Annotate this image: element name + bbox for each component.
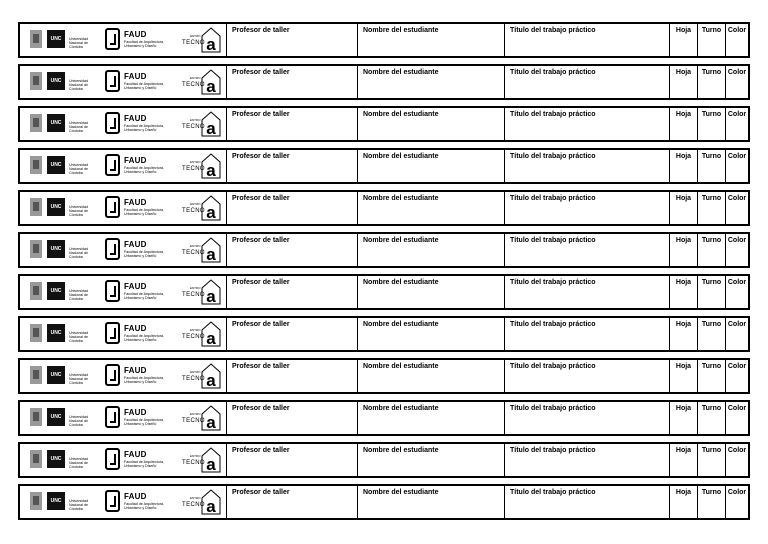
faud-logo-icon [105,196,120,218]
estudiante-label: Nombre del estudiante [363,237,439,244]
profesor-label: Profesor de taller [232,195,290,202]
profesor-field[interactable] [226,276,357,308]
logo-cell [20,486,226,518]
tecno-small-text: ENTRO [190,76,201,80]
profesor-label: Profesor de taller [232,489,290,496]
tecno-small-text: ENTRO [190,412,201,416]
faud-title: FAUD [124,450,147,459]
hoja-label: Hoja [675,153,692,160]
titulo-label: Título del trabajo práctico [510,153,596,160]
label-strip [18,442,750,478]
faud-title: FAUD [124,408,147,417]
hoja-label: Hoja [675,279,692,286]
hoja-field[interactable] [669,24,697,56]
titulo-field[interactable] [504,360,669,392]
profesor-label: Profesor de taller [232,321,290,328]
estudiante-label: Nombre del estudiante [363,69,439,76]
faud-logo-icon [105,154,120,176]
unc-name: Universidad Nacional de Córdoba [69,37,88,49]
unc-name: Universidad Nacional de Córdoba [69,79,88,91]
unc-logo: UNC [47,72,65,90]
hoja-label: Hoja [675,363,692,370]
tecno-wordmark: TECNO [182,502,205,508]
unc-shield-icon [30,492,42,510]
color-label: Color [727,195,747,202]
tecno-small-text: ENTRO [190,202,201,206]
faud-subtitle: Facultad de Arquitectura, Urbanismo y Diseño [124,502,164,510]
unc-name: Universidad Nacional de Córdoba [69,205,88,217]
faud-subtitle: Facultad de Arquitectura, Urbanismo y Diseño [124,166,164,174]
hoja-field[interactable] [669,66,697,98]
color-field[interactable] [725,444,748,476]
profesor-field[interactable] [226,150,357,182]
turno-field[interactable] [697,192,725,224]
turno-label: Turno [701,363,722,370]
unc-logo: UNC [47,450,65,468]
tecno-letter: a [206,329,216,348]
tecno-letter: a [206,203,216,222]
hoja-field[interactable] [669,276,697,308]
color-field[interactable] [725,318,748,350]
tecno-wordmark: TECNO [182,376,205,382]
color-label: Color [727,27,747,34]
tecno-letter: a [206,455,216,474]
tecno-small-text: ENTRO [190,34,201,38]
titulo-field[interactable] [504,24,669,56]
faud-logo-icon [105,280,120,302]
profesor-field[interactable] [226,234,357,266]
logo-cell [20,276,226,308]
unc-name: Universidad Nacional de Córdoba [69,499,88,511]
tecno-small-text: ENTRO [190,454,201,458]
turno-field[interactable] [697,486,725,518]
estudiante-field[interactable] [357,276,504,308]
color-label: Color [727,321,747,328]
faud-logo-icon [105,322,120,344]
faud-subtitle: Facultad de Arquitectura, Urbanismo y Diseño [124,124,164,132]
color-field[interactable] [725,360,748,392]
hoja-field[interactable] [669,108,697,140]
tecno-wordmark: TECNO [182,418,205,424]
estudiante-label: Nombre del estudiante [363,447,439,454]
faud-title: FAUD [124,240,147,249]
unc-shield-icon [30,30,42,48]
logo-cell [20,108,226,140]
hoja-label: Hoja [675,111,692,118]
hoja-field[interactable] [669,486,697,518]
turno-field[interactable] [697,360,725,392]
turno-label: Turno [701,195,722,202]
turno-field[interactable] [697,108,725,140]
tecno-letter: a [206,497,216,516]
tecno-small-text: ENTRO [190,160,201,164]
titulo-label: Título del trabajo práctico [510,69,596,76]
profesor-label: Profesor de taller [232,237,290,244]
color-field[interactable] [725,108,748,140]
turno-field[interactable] [697,24,725,56]
turno-label: Turno [701,447,722,454]
label-strip [18,274,750,310]
tecno-small-text: ENTRO [190,370,201,374]
color-field[interactable] [725,192,748,224]
faud-subtitle: Facultad de Arquitectura, Urbanismo y Diseño [124,292,164,300]
logo-cell [20,402,226,434]
faud-title: FAUD [124,366,147,375]
faud-subtitle: Facultad de Arquitectura, Urbanismo y Diseño [124,376,164,384]
label-strip [18,106,750,142]
hoja-label: Hoja [675,237,692,244]
logo-cell [20,192,226,224]
titulo-label: Título del trabajo práctico [510,321,596,328]
faud-title: FAUD [124,30,147,39]
tecno-letter: a [206,371,216,390]
tecno-house-icon [200,362,222,390]
profesor-label: Profesor de taller [232,111,290,118]
titulo-label: Título del trabajo práctico [510,237,596,244]
faud-logo-icon [105,70,120,92]
tecno-house-icon [200,404,222,432]
faud-logo-icon [105,112,120,134]
titulo-label: Título del trabajo práctico [510,363,596,370]
faud-logo-icon [105,28,120,50]
tecno-small-text: ENTRO [190,328,201,332]
faud-subtitle: Facultad de Arquitectura, Urbanismo y Diseño [124,418,164,426]
turno-label: Turno [701,27,722,34]
faud-title: FAUD [124,198,147,207]
faud-title: FAUD [124,72,147,81]
hoja-label: Hoja [675,489,692,496]
unc-shield-icon [30,450,42,468]
turno-field[interactable] [697,318,725,350]
profesor-label: Profesor de taller [232,27,290,34]
unc-logo: UNC [47,156,65,174]
label-strip [18,400,750,436]
color-field[interactable] [725,234,748,266]
faud-subtitle: Facultad de Arquitectura, Urbanismo y Diseño [124,460,164,468]
tecno-house-icon [200,194,222,222]
color-field[interactable] [725,24,748,56]
turno-label: Turno [701,237,722,244]
faud-title: FAUD [124,282,147,291]
label-strip [18,64,750,100]
faud-subtitle: Facultad de Arquitectura, Urbanismo y Diseño [124,208,164,216]
faud-logo-icon [105,364,120,386]
tecno-wordmark: TECNO [182,166,205,172]
unc-logo: UNC [47,114,65,132]
unc-logo: UNC [47,30,65,48]
profesor-field[interactable] [226,486,357,518]
unc-logo: UNC [47,408,65,426]
tecno-wordmark: TECNO [182,292,205,298]
tecno-wordmark: TECNO [182,460,205,466]
profesor-label: Profesor de taller [232,279,290,286]
tecno-house-icon [200,488,222,516]
unc-name: Universidad Nacional de Córdoba [69,247,88,259]
titulo-field[interactable] [504,318,669,350]
unc-logo: UNC [47,324,65,342]
unc-shield-icon [30,366,42,384]
color-label: Color [727,153,747,160]
titulo-label: Título del trabajo práctico [510,27,596,34]
color-label: Color [727,489,747,496]
tecno-house-icon [200,236,222,264]
tecno-wordmark: TECNO [182,82,205,88]
profesor-field[interactable] [226,24,357,56]
tecno-wordmark: TECNO [182,124,205,130]
color-label: Color [727,111,747,118]
estudiante-label: Nombre del estudiante [363,363,439,370]
tecno-house-icon [200,320,222,348]
faud-title: FAUD [124,324,147,333]
profesor-label: Profesor de taller [232,447,290,454]
color-field[interactable] [725,150,748,182]
estudiante-field[interactable] [357,444,504,476]
faud-subtitle: Facultad de Arquitectura, Urbanismo y Diseño [124,334,164,342]
estudiante-field[interactable] [357,108,504,140]
color-field[interactable] [725,402,748,434]
tecno-letter: a [206,245,216,264]
unc-shield-icon [30,72,42,90]
faud-logo-icon [105,238,120,260]
logo-cell [20,24,226,56]
turno-label: Turno [701,321,722,328]
label-strip [18,22,750,58]
faud-subtitle: Facultad de Arquitectura, Urbanismo y Diseño [124,250,164,258]
hoja-label: Hoja [675,405,692,412]
hoja-field[interactable] [669,444,697,476]
tecno-wordmark: TECNO [182,334,205,340]
tecno-letter: a [206,287,216,306]
logo-cell [20,150,226,182]
titulo-label: Título del trabajo práctico [510,489,596,496]
faud-logo-icon [105,490,120,512]
faud-subtitle: Facultad de Arquitectura, Urbanismo y Diseño [124,40,164,48]
titulo-field[interactable] [504,402,669,434]
tecno-small-text: ENTRO [190,496,201,500]
color-label: Color [727,237,747,244]
titulo-field[interactable] [504,234,669,266]
estudiante-label: Nombre del estudiante [363,321,439,328]
estudiante-label: Nombre del estudiante [363,153,439,160]
profesor-field[interactable] [226,108,357,140]
hoja-label: Hoja [675,27,692,34]
label-strip [18,316,750,352]
logo-cell [20,318,226,350]
faud-title: FAUD [124,114,147,123]
estudiante-field[interactable] [357,66,504,98]
color-label: Color [727,69,747,76]
tecno-small-text: ENTRO [190,118,201,122]
unc-shield-icon [30,240,42,258]
unc-shield-icon [30,198,42,216]
estudiante-label: Nombre del estudiante [363,405,439,412]
unc-name: Universidad Nacional de Córdoba [69,289,88,301]
titulo-field[interactable] [504,276,669,308]
hoja-field[interactable] [669,150,697,182]
titulo-field[interactable] [504,444,669,476]
color-field[interactable] [725,66,748,98]
titulo-label: Título del trabajo práctico [510,195,596,202]
turno-field[interactable] [697,234,725,266]
estudiante-field[interactable] [357,150,504,182]
profesor-label: Profesor de taller [232,405,290,412]
tecno-letter: a [206,161,216,180]
titulo-field[interactable] [504,486,669,518]
label-strip [18,232,750,268]
hoja-label: Hoja [675,195,692,202]
tecno-wordmark: TECNO [182,40,205,46]
label-strip [18,148,750,184]
titulo-label: Título del trabajo práctico [510,111,596,118]
turno-field[interactable] [697,150,725,182]
turno-field[interactable] [697,402,725,434]
titulo-field[interactable] [504,108,669,140]
estudiante-label: Nombre del estudiante [363,195,439,202]
faud-subtitle: Facultad de Arquitectura, Urbanismo y Diseño [124,82,164,90]
turno-label: Turno [701,69,722,76]
unc-name: Universidad Nacional de Córdoba [69,331,88,343]
turno-label: Turno [701,489,722,496]
hoja-field[interactable] [669,318,697,350]
tecno-letter: a [206,77,216,96]
estudiante-label: Nombre del estudiante [363,27,439,34]
profesor-label: Profesor de taller [232,363,290,370]
estudiante-field[interactable] [357,402,504,434]
turno-field[interactable] [697,276,725,308]
hoja-label: Hoja [675,321,692,328]
tecno-small-text: ENTRO [190,244,201,248]
logo-cell [20,66,226,98]
estudiante-label: Nombre del estudiante [363,111,439,118]
tecno-house-icon [200,446,222,474]
hoja-field[interactable] [669,234,697,266]
estudiante-field[interactable] [357,360,504,392]
hoja-field[interactable] [669,402,697,434]
estudiante-field[interactable] [357,24,504,56]
estudiante-field[interactable] [357,486,504,518]
unc-logo: UNC [47,240,65,258]
turno-field[interactable] [697,444,725,476]
unc-name: Universidad Nacional de Córdoba [69,121,88,133]
estudiante-field[interactable] [357,192,504,224]
tecno-letter: a [206,35,216,54]
turno-label: Turno [701,279,722,286]
unc-name: Universidad Nacional de Córdoba [69,373,88,385]
tecno-house-icon [200,110,222,138]
faud-logo-icon [105,448,120,470]
profesor-field[interactable] [226,360,357,392]
label-strip [18,484,750,520]
unc-shield-icon [30,408,42,426]
tecno-house-icon [200,26,222,54]
unc-shield-icon [30,156,42,174]
turno-label: Turno [701,405,722,412]
unc-name: Universidad Nacional de Córdoba [69,457,88,469]
turno-label: Turno [701,153,722,160]
unc-shield-icon [30,114,42,132]
tecno-wordmark: TECNO [182,250,205,256]
hoja-field[interactable] [669,360,697,392]
color-field[interactable] [725,276,748,308]
profesor-field[interactable] [226,66,357,98]
profesor-field[interactable] [226,318,357,350]
color-label: Color [727,363,747,370]
titulo-field[interactable] [504,66,669,98]
unc-name: Universidad Nacional de Córdoba [69,415,88,427]
titulo-label: Título del trabajo práctico [510,279,596,286]
logo-cell [20,360,226,392]
faud-logo-icon [105,406,120,428]
tecno-house-icon [200,278,222,306]
titulo-field[interactable] [504,150,669,182]
color-label: Color [727,279,747,286]
logo-cell [20,444,226,476]
unc-logo: UNC [47,282,65,300]
unc-logo: UNC [47,366,65,384]
label-strip [18,358,750,394]
turno-label: Turno [701,111,722,118]
titulo-field[interactable] [504,192,669,224]
tecno-wordmark: TECNO [182,208,205,214]
hoja-field[interactable] [669,192,697,224]
turno-field[interactable] [697,66,725,98]
profesor-field[interactable] [226,402,357,434]
unc-shield-icon [30,282,42,300]
tecno-small-text: ENTRO [190,286,201,290]
profesor-label: Profesor de taller [232,69,290,76]
estudiante-field[interactable] [357,318,504,350]
label-strip [18,190,750,226]
faud-title: FAUD [124,156,147,165]
estudiante-field[interactable] [357,234,504,266]
unc-logo: UNC [47,492,65,510]
tecno-house-icon [200,68,222,96]
unc-shield-icon [30,324,42,342]
titulo-label: Título del trabajo práctico [510,405,596,412]
profesor-label: Profesor de taller [232,153,290,160]
tecno-house-icon [200,152,222,180]
logo-cell [20,234,226,266]
estudiante-label: Nombre del estudiante [363,489,439,496]
faud-title: FAUD [124,492,147,501]
unc-logo: UNC [47,198,65,216]
tecno-letter: a [206,119,216,138]
color-label: Color [727,405,747,412]
hoja-label: Hoja [675,447,692,454]
titulo-label: Título del trabajo práctico [510,447,596,454]
tecno-letter: a [206,413,216,432]
color-field[interactable] [725,486,748,518]
profesor-field[interactable] [226,444,357,476]
unc-name: Universidad Nacional de Córdoba [69,163,88,175]
color-label: Color [727,447,747,454]
profesor-field[interactable] [226,192,357,224]
estudiante-label: Nombre del estudiante [363,279,439,286]
hoja-label: Hoja [675,69,692,76]
